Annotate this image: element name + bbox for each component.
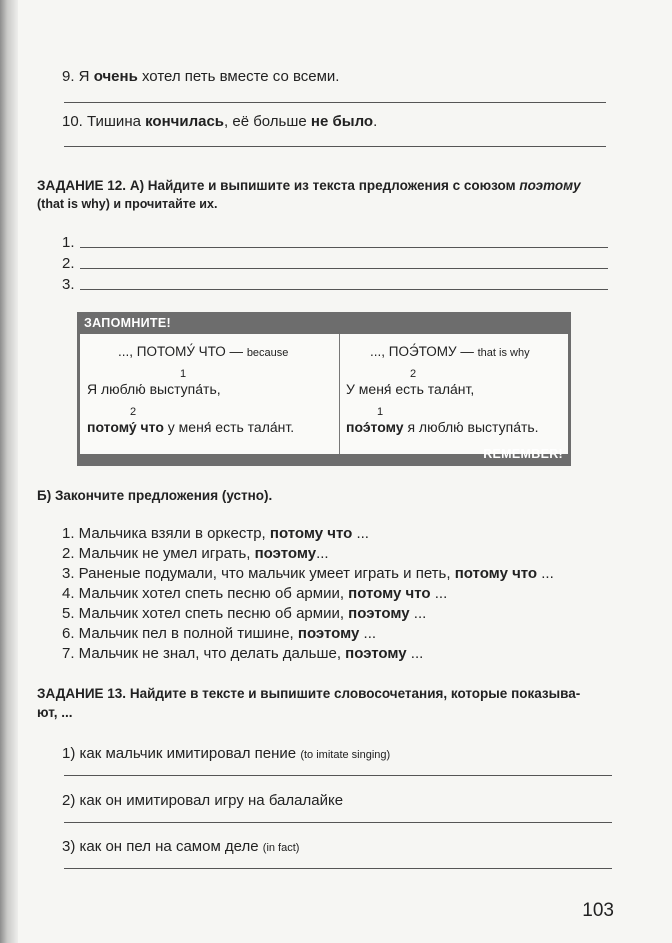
- page-number: 103: [582, 900, 614, 921]
- translation: (in fact): [262, 842, 300, 854]
- task-text: и прочитайте их.: [109, 197, 218, 211]
- divider: [339, 334, 340, 454]
- text: хотел петь вместе со всеми.: [137, 68, 340, 85]
- sentence-10: [62, 113, 377, 130]
- bold-word: потому что: [454, 565, 538, 582]
- text: ...: [359, 625, 377, 642]
- bold-word: поэтому: [254, 545, 317, 562]
- part-b-title: Б) Закончите предложения (устно).: [37, 488, 273, 503]
- list-item: [62, 605, 426, 622]
- text: ...: [430, 585, 448, 602]
- right-title: [370, 344, 530, 359]
- text: 1. Мальчика взяли в оркестр,: [62, 525, 270, 542]
- translation: (to imitate singing): [300, 749, 391, 761]
- answer-line[interactable]: [80, 289, 608, 290]
- sentence-9: [62, 68, 339, 85]
- text: ..., ПОЭ́ТОМУ —: [370, 344, 478, 359]
- text: 2. Мальчик не умел играть,: [62, 545, 255, 562]
- text: 5. Мальчик хотел спеть песню об армии,: [62, 605, 349, 622]
- word-order-number: 2: [130, 406, 137, 418]
- list-item: [62, 625, 376, 642]
- page-edge: [0, 0, 18, 943]
- answer-line[interactable]: [64, 868, 612, 869]
- bold-word: поэтому: [297, 625, 360, 642]
- task-label: ЗАДАНИЕ 12.: [37, 178, 127, 193]
- answer-line[interactable]: [64, 102, 606, 103]
- text: .: [373, 113, 378, 130]
- left-line-1: Я люблю́ выступа́ть,: [87, 381, 221, 397]
- question-1: [62, 745, 390, 762]
- bold-word: поэ́тому: [346, 419, 404, 435]
- remember-content: [80, 334, 568, 454]
- text: ...: [537, 565, 554, 582]
- list-item: [62, 585, 447, 602]
- remember-box: [77, 312, 571, 466]
- bold-word: поэтому: [345, 645, 407, 662]
- text: я люблю́ выступа́ть.: [403, 419, 539, 435]
- list-item: [62, 545, 329, 562]
- task-text: А) Найдите и выпишите из текста предложения с союзом: [126, 178, 520, 193]
- list-item: [62, 525, 369, 542]
- conjunction: поэтому: [519, 178, 581, 193]
- task-text: Найдите в тексте и выпишите словосочетания, которые показыва-: [126, 686, 581, 701]
- bold-word: не было: [310, 113, 374, 130]
- right-line-1: У меня́ есть тала́нт,: [346, 381, 475, 397]
- answer-line[interactable]: [80, 268, 608, 269]
- text: 6. Мальчик пел в полной тишине,: [62, 625, 298, 642]
- text: ...: [406, 645, 424, 662]
- bold-word: потому что: [269, 525, 353, 542]
- word-order-number: 1: [377, 406, 384, 418]
- bold-word: потому́ что: [87, 419, 164, 435]
- answer-line[interactable]: [80, 247, 608, 248]
- text: у меня́ есть тала́нт.: [163, 419, 295, 435]
- text: 10. Тишина: [62, 113, 146, 130]
- answer-line[interactable]: [64, 775, 612, 776]
- text: ...: [409, 605, 427, 622]
- text: ..., ПОТОМУ́ ЧТО —: [118, 344, 247, 359]
- question-2: 2) как он имитировал игру на балалайке: [62, 792, 344, 809]
- text: 1) как мальчик имитировал пение: [62, 745, 301, 762]
- text: ...: [316, 545, 329, 562]
- remember-footer: REMEMBER!: [483, 447, 563, 461]
- text: ...: [352, 525, 369, 542]
- text: 3. Раненые подумали, что мальчик умеет играть и петь,: [62, 565, 455, 582]
- question-3: [62, 838, 299, 855]
- list-item: [62, 565, 554, 582]
- answer-line[interactable]: [64, 822, 612, 823]
- word-order-number: 1: [180, 368, 187, 380]
- answer-line[interactable]: [64, 146, 606, 147]
- bold-word: поэтому: [348, 605, 410, 622]
- remember-header: ЗАПОМНИТЕ!: [84, 316, 171, 330]
- bold-word: очень: [93, 68, 138, 85]
- answer-number: 1.: [62, 234, 75, 251]
- text: 4. Мальчик хотел спеть песню об армии,: [62, 585, 349, 602]
- text: 7. Мальчик не знал, что делать дальше,: [62, 645, 346, 662]
- task-12-heading-line2: [37, 197, 217, 211]
- text: 9. Я: [62, 68, 94, 85]
- task-13-heading-line2: ют, ...: [37, 705, 73, 720]
- translation: that is why: [477, 347, 530, 359]
- answer-number: 2.: [62, 255, 75, 272]
- list-item: [62, 645, 423, 662]
- text: 3) как он пел на самом деле: [62, 838, 263, 855]
- right-line-2: [346, 419, 539, 435]
- left-line-2: [87, 419, 294, 435]
- translation: (that is why): [37, 197, 110, 211]
- translation: because: [246, 347, 289, 359]
- task-13-heading: [37, 686, 580, 701]
- task-label: ЗАДАНИЕ 13.: [37, 686, 127, 701]
- bold-word: потому что: [348, 585, 431, 602]
- task-12-heading: [37, 178, 581, 193]
- answer-number: 3.: [62, 276, 75, 293]
- left-title: [118, 344, 288, 359]
- text: , её больше: [224, 113, 311, 130]
- word-order-number: 2: [410, 368, 417, 380]
- bold-word: кончилась: [145, 113, 225, 130]
